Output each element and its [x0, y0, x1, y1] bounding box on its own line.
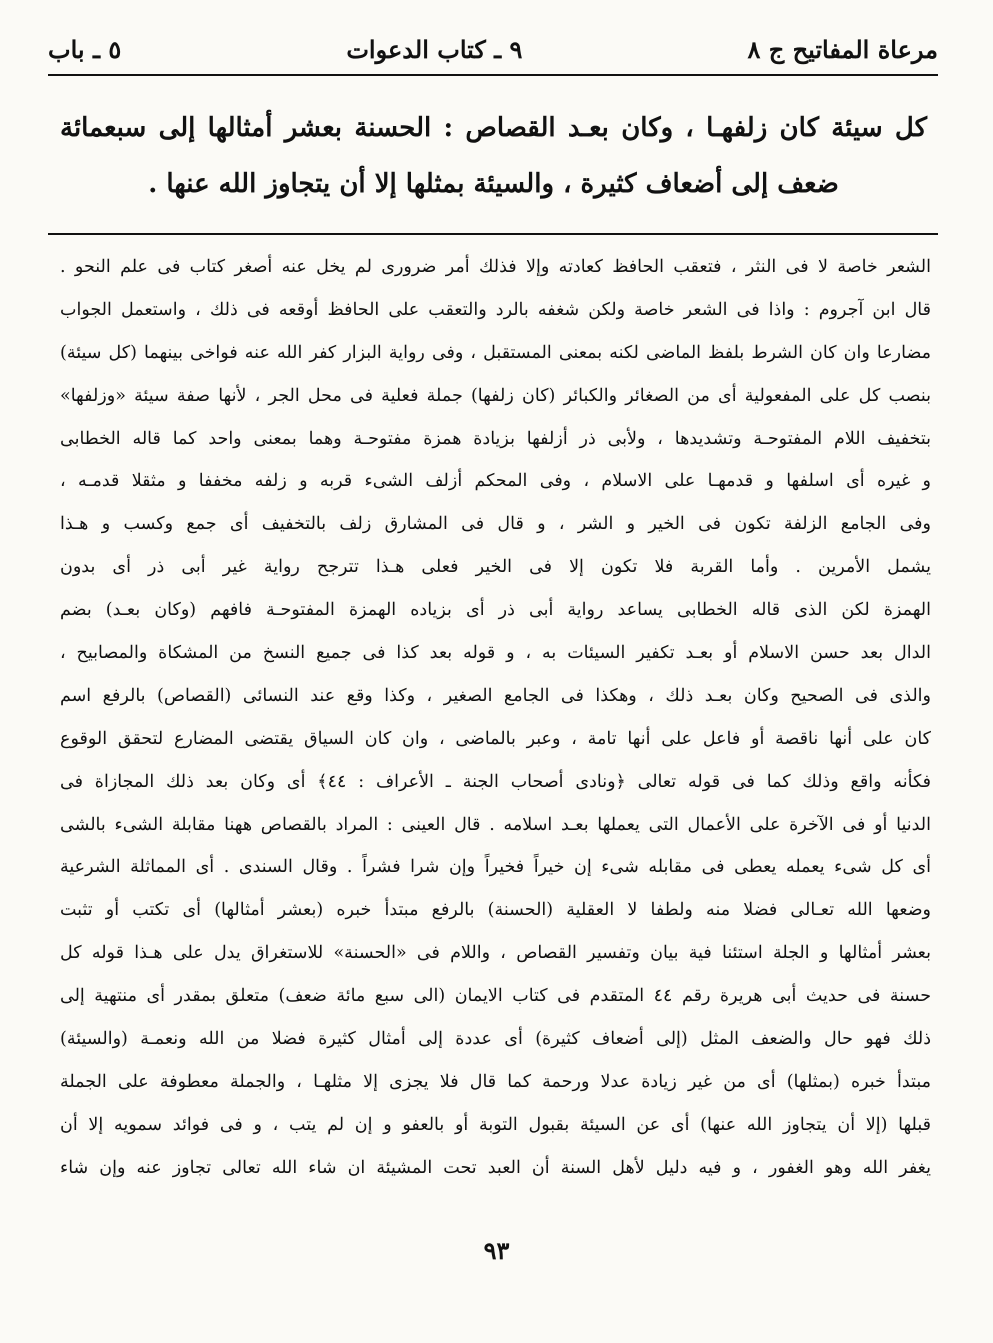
header-book-volume: مرعاة المفاتيح ج ٨	[747, 35, 938, 64]
text-divider	[48, 233, 938, 235]
commentary-line: يشمل الأمرين . وأما القربة فلا تكون إلا فى الخير فعلى هـذا تترجح رواية غير أبى ذر أى بدون	[60, 557, 931, 578]
commentary-line: الشعر خاصة لا فى النثر ، فتعقب الحافظ كعادته وإلا فذلك أمر ضرورى لم يخل عنه أصغر كتاب فى علم النحو .	[60, 257, 931, 277]
page-number: ٩٣	[483, 1236, 510, 1265]
commentary-line: بعشر أمثالها و الجلة استئنا فية بيان وتفسير القصاص ، واللام فى «الحسنة» للاستغراق يدل على هـذا قوله كل	[60, 943, 931, 964]
header-chapter: ٩ ـ كتاب الدعوات	[346, 35, 523, 64]
commentary-line: أى كل شىء يعمله يعطى فى مقابله شىء إن خيراً فخيراً وإن شرا فشراً . وقال السندى . أى المماثلة الشرعية	[60, 857, 931, 878]
commentary-line: فكأنه واقع وذلك كما فى قوله تعالى ﴿ونادى أصحاب الجنة ـ الأعراف : ٤٤﴾ أى وكان بعد ذلك المجازاة فى	[60, 771, 931, 792]
commentary-line: وضعها الله تعـالى فضلا منه ولطفا لا العقلية (الحسنة) بالرفع مبتدأ خبره (بعشر أمثالها) أى تكتب أو تثبت	[60, 900, 931, 921]
header-divider	[48, 74, 938, 76]
commentary-line: يغفر الله وهو الغفور ، و فيه دليل لأهل السنة أن العبد تحت المشيئة ان شاء الله تعالى تجاوز عنه وإن شاء	[60, 1157, 931, 1178]
commentary-line: الدنيا أو فى الآخرة على الأعمال التى يعملها بعـد اسلامه . قال العينى : المراد بالقصاص ههنا مقابلة الشىء بالشى	[60, 814, 931, 835]
commentary-line: والذى فى الصحيح وكان بعـد ذلك ، وهكذا فى الجامع الصغير ، وكذا وقع عند النسائى (القصاص) بالرفع اسم	[60, 685, 931, 706]
commentary-line: و غيره أى اسلفها و قدمهـا على الاسلام ، وفى المحكم أزلف الشىء قربه و زلفه مخففا و مثقلا قدمـه ،	[60, 471, 931, 492]
hadith-text: كل سيئة كان زلفهـا ، وكان بعـد القصاص : الحسنة بعشر أمثالها إلى سبعمائة ضعف إلى أضعاف كثيرة ، والسيئة بمثلها إلا أن يتجاوز الله عنها .	[60, 113, 927, 199]
commentary-line: كان على أنها ناقصة أو فاعل على أنها تامة ، وعبر بالماضى ، وان كان السياق يقتضى المضارع لتحقق الوقوع	[60, 728, 931, 749]
commentary-line: الدال بعد حسن الاسلام أو بعـد تكفير السيئات به ، و قوله بعد كذا فى جميع النسخ من المشكاة والمصابيح ،	[60, 643, 931, 664]
commentary-line: الهمزة لكن الذى قاله الخطابى يساعد رواية أبى ذر أى بزياده الهمزة المفتوحـة فافهم (وكان بعـد) بضم	[60, 600, 931, 621]
commentary-line: ذلك فهو حال والضعف المثل (إلى أضعاف كثيرة) أى عددة إلى أمثال كثيرة فضلا من الله ونعمـة (والسيئة)	[60, 1029, 931, 1050]
commentary-line: قبلها (إلا أن يتجاوز الله عنها) أى عن السيئة بقبول التوبة أو بالعفو و إن لم يتب ، و فى فوائد سمويه إلا أن	[60, 1114, 931, 1135]
running-header	[48, 30, 938, 70]
commentary-line: قال ابن آجروم : واذا فى الشعر خاصة ولكن شغفه بالرد والتعقب على الحافظ أوقعه فى ذلك ، واستعمل الجواب	[60, 299, 931, 320]
commentary-line: بتخفيف اللام المفتوحـة وتشديدها ، ولأبى ذر أزلفها بزيادة همزة مفتوحـة وهما بمعنى واحد كما قاله الخطابى	[60, 428, 931, 449]
commentary-line: مبتدأ خبره (بمثلها) أى من غير زيادة عدلا ورحمة كما قال فلا يجزى إلا مثلهـا ، والجملة معطوفة على الجملة	[60, 1071, 931, 1092]
commentary-line: بنصب كل على المفعولية أى من الصغائر والكبائر (كان زلفها) جملة فعلية فى محل الجر ، لأنها صفة سيئة «وزلفها»	[60, 385, 931, 406]
commentary-line: وفى الجامع الزلفة تكون فى الخير و الشر ، و قال فى المشارق زلف بالتخفيف أى جمع وكسب و هـذا	[60, 514, 931, 535]
header-section: ٥ ـ باب	[48, 35, 122, 64]
commentary-line: مضارعا وان كان الشرط بلفظ الماضى لكنه بمعنى المستقبل ، وفى رواية البزار كفر الله عنه فواخى بينهما (كل سيئة)	[60, 342, 931, 363]
commentary	[60, 246, 931, 1190]
commentary-line: حسنة فى حديث أبى هريرة رقم ٤٤ المتقدم فى كتاب الايمان (الى سبع مائة ضعف) متعلق بمقدر أى منتهية إلى	[60, 986, 931, 1007]
